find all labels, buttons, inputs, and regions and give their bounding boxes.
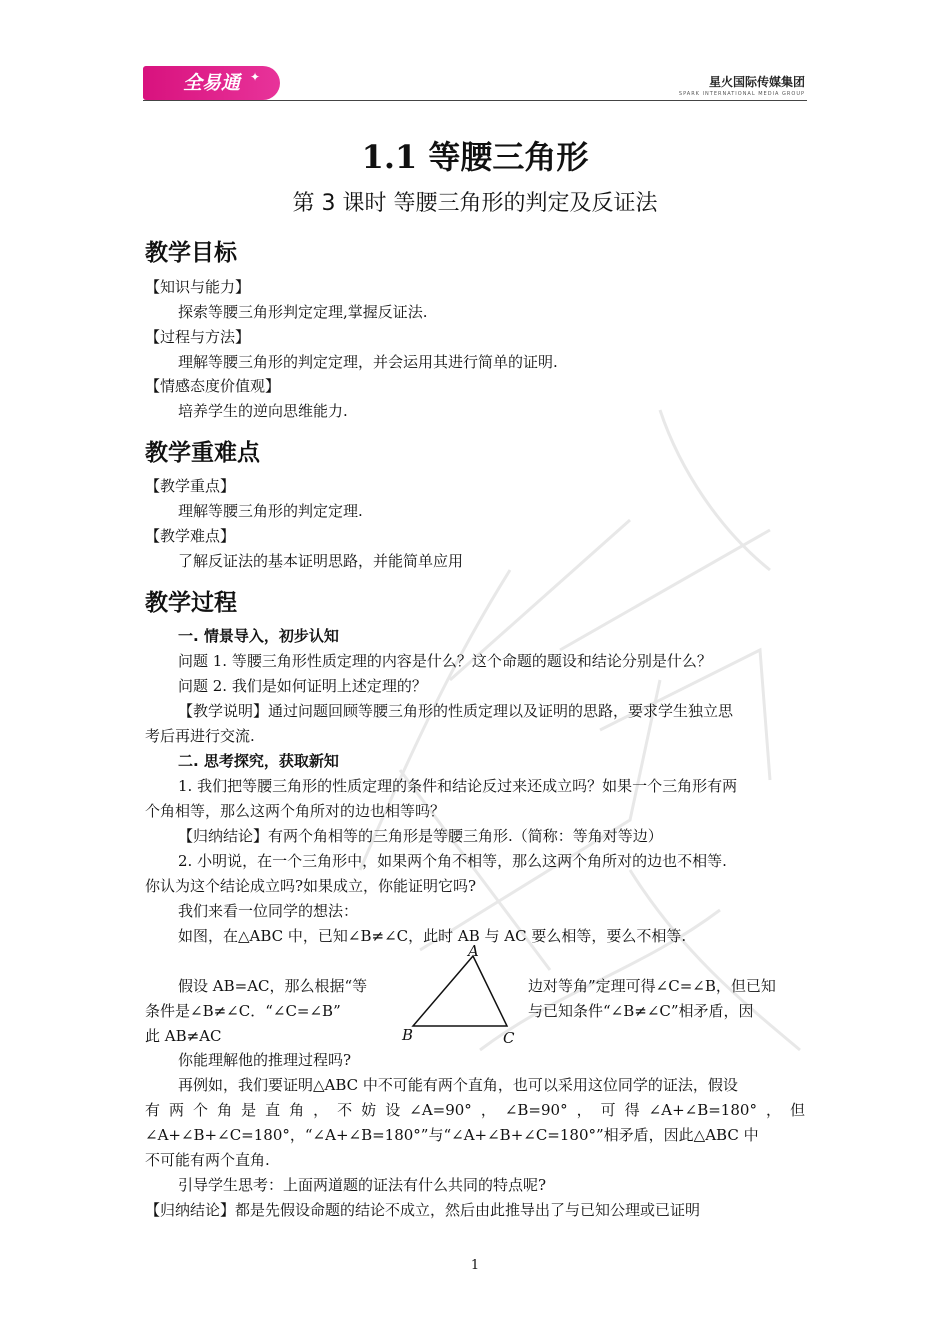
paragraph-2-line2: 你认为这个结论成立吗?如果成立，你能证明它吗? — [145, 877, 477, 895]
teaching-note-line2: 考后再进行交流. — [145, 727, 255, 745]
star-icon: ✦ — [249, 70, 260, 84]
text-emotion: 培养学生的逆向思维能力. — [178, 402, 348, 420]
text-difficulty: 了解反证法的基本证明思路，并能简单应用 — [178, 552, 464, 570]
paragraph-4: 如图，在△ABC 中，已知∠B≠∠C，此时 AB 与 AC 要么相等，要么不相等. — [178, 927, 687, 945]
vertex-label-a: A — [468, 942, 479, 960]
vertex-label-b: B — [402, 1026, 414, 1044]
part2-title: 二. 思考探究，获取新知 — [178, 752, 339, 770]
paragraph-6-line1: 再例如，我们要证明△ABC 中不可能有两个直角，也可以采用这位同学的证法，假设 — [178, 1076, 738, 1094]
paragraph-6-line2: 有两个角是直角，不妨设∠A=90°，∠B=90°，可得∠A+∠B=180°，但 — [145, 1101, 805, 1119]
paragraph-2-line1: 2. 小明说，在一个三角形中，如果两个角不相等，那么这两个角所对的边也不相等. — [178, 852, 727, 870]
page-subtitle: 第 3 课时 等腰三角形的判定及反证法 — [292, 191, 658, 216]
triangle-abc — [413, 956, 507, 1026]
label-focus: 【教学重点】 — [145, 477, 236, 495]
part1-title: 一. 情景导入，初步认知 — [178, 627, 339, 645]
publisher-brand — [679, 73, 805, 97]
wrap-left-line2: 条件是∠B≠∠C．“∠C=∠B” — [145, 1002, 341, 1020]
logo-text: 全易通 — [182, 72, 240, 94]
page-number: 1 — [470, 1258, 480, 1273]
brand-logo — [143, 66, 280, 100]
label-process-method: 【过程与方法】 — [145, 328, 251, 346]
paragraph-7: 引导学生思考：上面两道题的证法有什么共同的特点呢? — [178, 1176, 547, 1194]
text-focus: 理解等腰三角形的判定定理. — [178, 502, 363, 520]
paragraph-6-line3: ∠A+∠B+∠C=180°，“∠A+∠B=180°”与“∠A+∠B+∠C=180°”相矛盾，因此△ABC 中 — [145, 1126, 759, 1144]
text-process-method: 理解等腰三角形的判定定理，并会运用其进行简单的证明. — [178, 353, 558, 371]
publisher-name: 星火国际传媒集团 — [708, 75, 805, 89]
question-2: 问题 2. 我们是如何证明上述定理的？ — [178, 677, 427, 695]
teaching-note-line1: 【教学说明】通过问题回顾等腰三角形的性质定理以及证明的思路，要求学生独立思 — [178, 702, 734, 720]
label-knowledge: 【知识与能力】 — [145, 278, 251, 296]
conclusion-1: 【归纳结论】有两个角相等的三角形是等腰三角形.（简称：等角对等边） — [178, 827, 663, 845]
paragraph-5: 你能理解他的推理过程吗? — [178, 1051, 352, 1069]
section-heading-goals: 教学目标 — [145, 240, 237, 266]
page-title: 1.1 等腰三角形 — [361, 138, 589, 176]
paragraph-3: 我们来看一位同学的想法： — [178, 902, 359, 920]
wrap-left-line3: 此 AB≠AC — [145, 1027, 222, 1045]
vertex-label-c: C — [503, 1029, 515, 1047]
label-difficulty: 【教学难点】 — [145, 527, 236, 545]
publisher-name-en: SPARK INTERNATIONAL MEDIA GROUP — [678, 91, 805, 97]
wrap-right-line2: 与已知条件“∠B≠∠C”相矛盾，因 — [528, 1002, 754, 1020]
wrap-left-line1: 假设 AB=AC，那么根据“等 — [178, 977, 368, 995]
paragraph-1-line2: 个角相等，那么这两个角所对的边也相等吗？ — [145, 802, 446, 820]
paragraph-1-line1: 1. 我们把等腰三角形的性质定理的条件和结论反过来还成立吗？如果一个三角形有两 — [178, 777, 738, 795]
wrap-right-line1: 边对等角”定理可得∠C=∠B，但已知 — [528, 977, 776, 995]
section-heading-process: 教学过程 — [145, 590, 237, 616]
label-emotion: 【情感态度价值观】 — [145, 377, 281, 395]
paragraph-6-line4: 不可能有两个直角. — [145, 1151, 270, 1169]
section-heading-keypoints: 教学重难点 — [145, 440, 260, 466]
header-divider — [143, 100, 807, 101]
conclusion-2: 【归纳结论】都是先假设命题的结论不成立，然后由此推导出了与已知公理或已证明 — [145, 1201, 701, 1219]
text-knowledge: 探索等腰三角形判定定理,掌握反证法. — [178, 303, 428, 321]
question-1: 问题 1. 等腰三角形性质定理的内容是什么？这个命题的题设和结论分别是什么？ — [178, 652, 712, 670]
